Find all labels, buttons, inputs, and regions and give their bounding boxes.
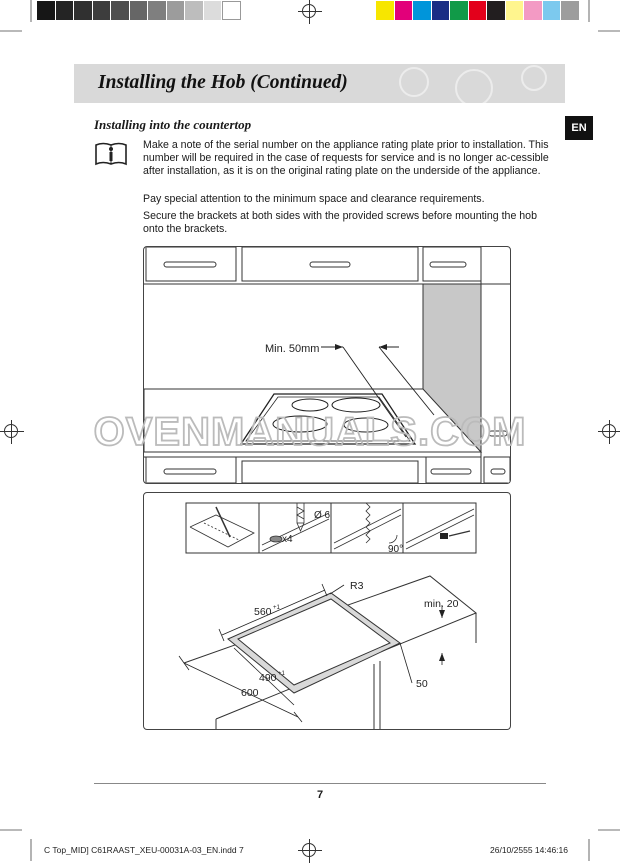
min-50mm-label: Min. 50mm (265, 343, 320, 355)
r3-label: R3 (350, 580, 364, 592)
min-20-label: min. 20 (424, 598, 459, 610)
angle-90-label: 90° (388, 544, 404, 555)
tolerance-560-label: +1 (273, 605, 280, 611)
info-book-icon (94, 141, 128, 167)
paragraph-brackets: Secure the brackets at both sides with the provided screws before mounting the hob onto the brackets. (143, 210, 537, 236)
header-band (74, 64, 565, 103)
footer-file-info: C Top_MID] C61RAAST_XEU-00031A-03_EN.indd 7 (44, 845, 244, 855)
watermark-text: OVENMANUALS.COM (93, 410, 527, 454)
dimension-490-label: 490 (259, 672, 277, 684)
diameter-6-label: Ø 6 (314, 510, 331, 521)
kitchen-installation-diagram (143, 246, 511, 484)
paragraph-clearance: Pay special attention to the minimum space and clearance requirements. (143, 193, 485, 205)
page-number: 7 (316, 789, 324, 801)
paragraph-serial-number: Make a note of the serial number on the appliance rating plate prior to installation. This number will be required in the case of requests for service and is no longer ac-cessible after installation, as it is on the original rating plate on the underside of the appliance. (143, 139, 549, 178)
decorative-background-icon (374, 64, 565, 103)
dimension-600-label: 600 (241, 687, 259, 699)
footer-rule (94, 783, 546, 784)
countertop-cutout-diagram (143, 492, 511, 730)
dimension-560-label: 560 (254, 606, 272, 618)
section-title: Installing into the countertop (94, 117, 252, 132)
x4-label: x4 (282, 534, 293, 545)
page-title: Installing the Hob (Continued) (98, 72, 348, 93)
footer-timestamp: 26/10/2555 14:46:16 (490, 845, 568, 855)
dimension-50-label: 50 (416, 678, 428, 690)
tolerance-490-label: +1 (278, 671, 285, 677)
language-tab: EN (565, 116, 593, 140)
